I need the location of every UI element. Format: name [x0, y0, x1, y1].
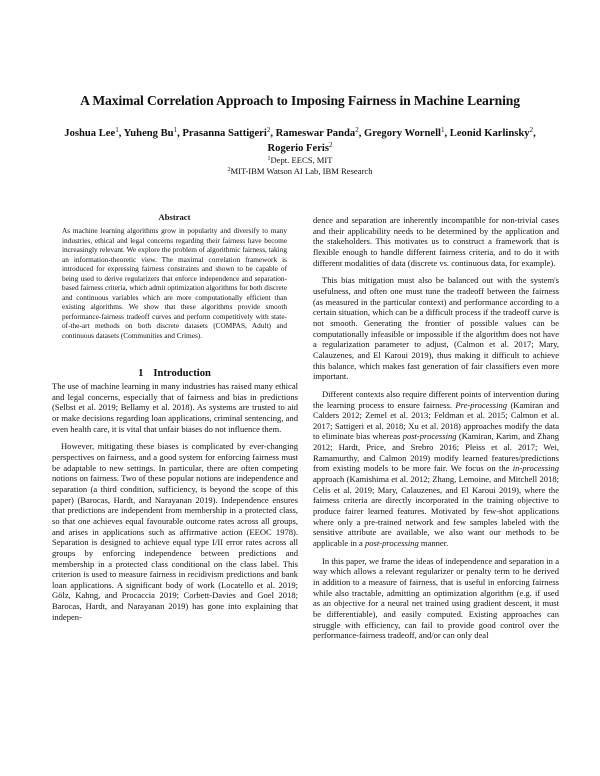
paragraph: The use of machine learning in many industries has raised many ethical and legal concerns, especially that of fairness and bias in predictions (Selbst et al. 2019; Bellamy et al. 2018). As systems are trusted to aid or make decisions regarding loan applications, criminal sentencing, and even health care, it is vital that unfair biases do not influence them.	[52, 381, 298, 434]
author-name: Gregory Wornell	[363, 128, 441, 139]
paragraph: This bias mitigation must also be balanced out with the system's usefulness, and often one must tune the tradeoff between the fairness (as measured in the particular context) and performance according to a certain situation, which can be a difficult process if the tradeoff curve is not smooth. Generating the frontier of possible values can be computationally infeasible or impossible if the algorithm does not have a regularization parameter to adjust, (Calmon et al. 2017; Mary, Calauzenes, and El Karoui 2019), thus making it difficult to achieve this balance, which makes fast generation of fair classifiers even more important.	[313, 275, 559, 382]
author-affiliation-mark: 1	[173, 126, 178, 134]
affiliation-line: $^2$MIT-IBM Watson AI Lab, IBM Research	[227, 166, 373, 176]
author-name: Joshua Lee	[64, 128, 116, 139]
section-heading	[52, 368, 297, 379]
right-column	[313, 215, 559, 641]
author-name: Rameswar Panda	[275, 128, 356, 139]
paragraph: Different contexts also require different points of intervention during the learning process to ensure fairness. Pre-processing (Kamiran and Calders 2012; Zemel et al. 2013; Feldman et al. 2015; Calmon et al. 2017; Sattigeri et al. 2018; Xu et al. 2018) approaches modify the data to eliminate bias whereas post-processing (Kamiran, Karim, and Zhang 2012; Hardt, Price, and Srebro 2016; Pleiss et al. 2017; Wei, Ramamurthy, and Calmon 2019) modify learned features/predictions from existing models to be more fair. We focus on the in-processing approach (Kamishima et al. 2012; Zhang, Lemoine, and Mitchell 2018; Celis et al. 2019; Mary, Calauzenes, and El Karoui 2019), where the fairness criteria are directly incorporated in the training objective to produce fairer learned features. Motivated by few-shot applications where only a pre-trained network and few samples labeled with the sensitive attribute are available, we also want our methods to be applicable in a post-processing manner.	[313, 388, 559, 549]
abstract-text: As machine learning algorithms grow in popularity and diversify to many industries, ethical and legal concerns regarding their fairness have become increasingly relevant. We explore the problem of algorithmic fairness, taking an information-theoretic view. The maximal correlation framework is introduced for expressing fairness constraints and shown to be capable of being used to derive regularizers that enforce independence and separation-based fairness criteria, which admit optimization algorithms for both discrete and continuous variables which are more computationally efficient than existing algorithms. We show that these algorithms provide smooth performance-fairness tradeoff curves and perform competitively with state-of-the-art methods on both discrete datasets (COMPAS, Adult) and continuous datasets (Communities and Crimes).	[62, 226, 287, 341]
author-affiliation-mark: 2	[529, 126, 534, 134]
affiliation-line: $^1$Dept. EECS, MIT	[267, 155, 333, 165]
affiliations	[0, 155, 600, 177]
paper-title: A Maximal Correlation Approach to Imposing Fairness in Machine Learning	[80, 93, 520, 108]
author-affiliation-mark: 2	[328, 141, 333, 149]
author-affiliation-mark: 1	[115, 126, 119, 134]
author-list: Joshua Lee$^1$, Yuheng Bu$^1$, Prasanna Sattigeri$^2$, Rameswar Panda$^2$, Gregory Wornell$^1$, Leonid Karlinsky$^2$, Rogerio Feris$^2$	[64, 126, 536, 154]
abstract-heading: Abstract	[158, 212, 191, 222]
author-affiliation-mark: 1	[440, 126, 445, 134]
paragraph: In this paper, we frame the ideas of independence and separation in a way which allows a relevant regularizer or penalty term to be derived in addition to a measure of fairness, that is useful in enforcing fairness while also tractable, admitting an optimization algorithm (e.g. if used as an objective for a neural net trained using gradient descent, it must be differentiable), and easily computed. Existing approaches can struggle with efficiency, can fail to provide good control over the performance-fairness tradeoff, and/or can only deal	[313, 555, 559, 641]
paragraph: dence and separation are inherently incompatible for non-trivial cases and their applicability needs to be determined by the application and the stakeholders. This motivates us to construct a framework that is flexible enough to handle different fairness criteria, and to do it with different modalities of data (discrete vs. continuous data, for example).	[313, 215, 559, 268]
left-column	[52, 381, 298, 622]
author-affiliation-mark: 2	[266, 126, 271, 134]
paragraph: However, mitigating these biases is complicated by ever-changing perspectives on fairness, and a good system for enforcing fairness must be adaptable to new settings. In particular, there are often competing notions on fairness. Two of these popular notions are independence and separation (a third condition, sufficiency, is beyond the scope of this paper) (Barocas, Hardt, and Narayanan 2019). Independence ensures that predictions are independent from membership in a protected class, so that one achieves equal favourable outcome rates across all groups, and arises in applications such as affirmative action (EEOC 1978). Separation is designed to achieve equal type I/II error rates across all groups by enforcing independence between predictions and membership in a protected class conditional on the class label. This criterion is used to measure fairness in recidivism predictions and bank loan applications. A significant body of work (Locatello et al. 2019; Gölz, Kahng, and Procaccia 2019; Corbett-Davies and Goel 2018; Barocas, Hardt, and Narayanan 2019) has gone into explaining that indepen-	[52, 441, 298, 622]
author-affiliation-mark: 2	[355, 126, 359, 134]
author-name: Rogerio Feris	[267, 143, 329, 154]
author-name: Yuheng Bu	[123, 128, 174, 139]
author-name: Prasanna Sattigeri	[182, 128, 267, 139]
author-name: Leonid Karlinsky	[449, 128, 530, 139]
section-title: Introduction	[153, 368, 211, 379]
section-number: 1	[138, 368, 144, 379]
